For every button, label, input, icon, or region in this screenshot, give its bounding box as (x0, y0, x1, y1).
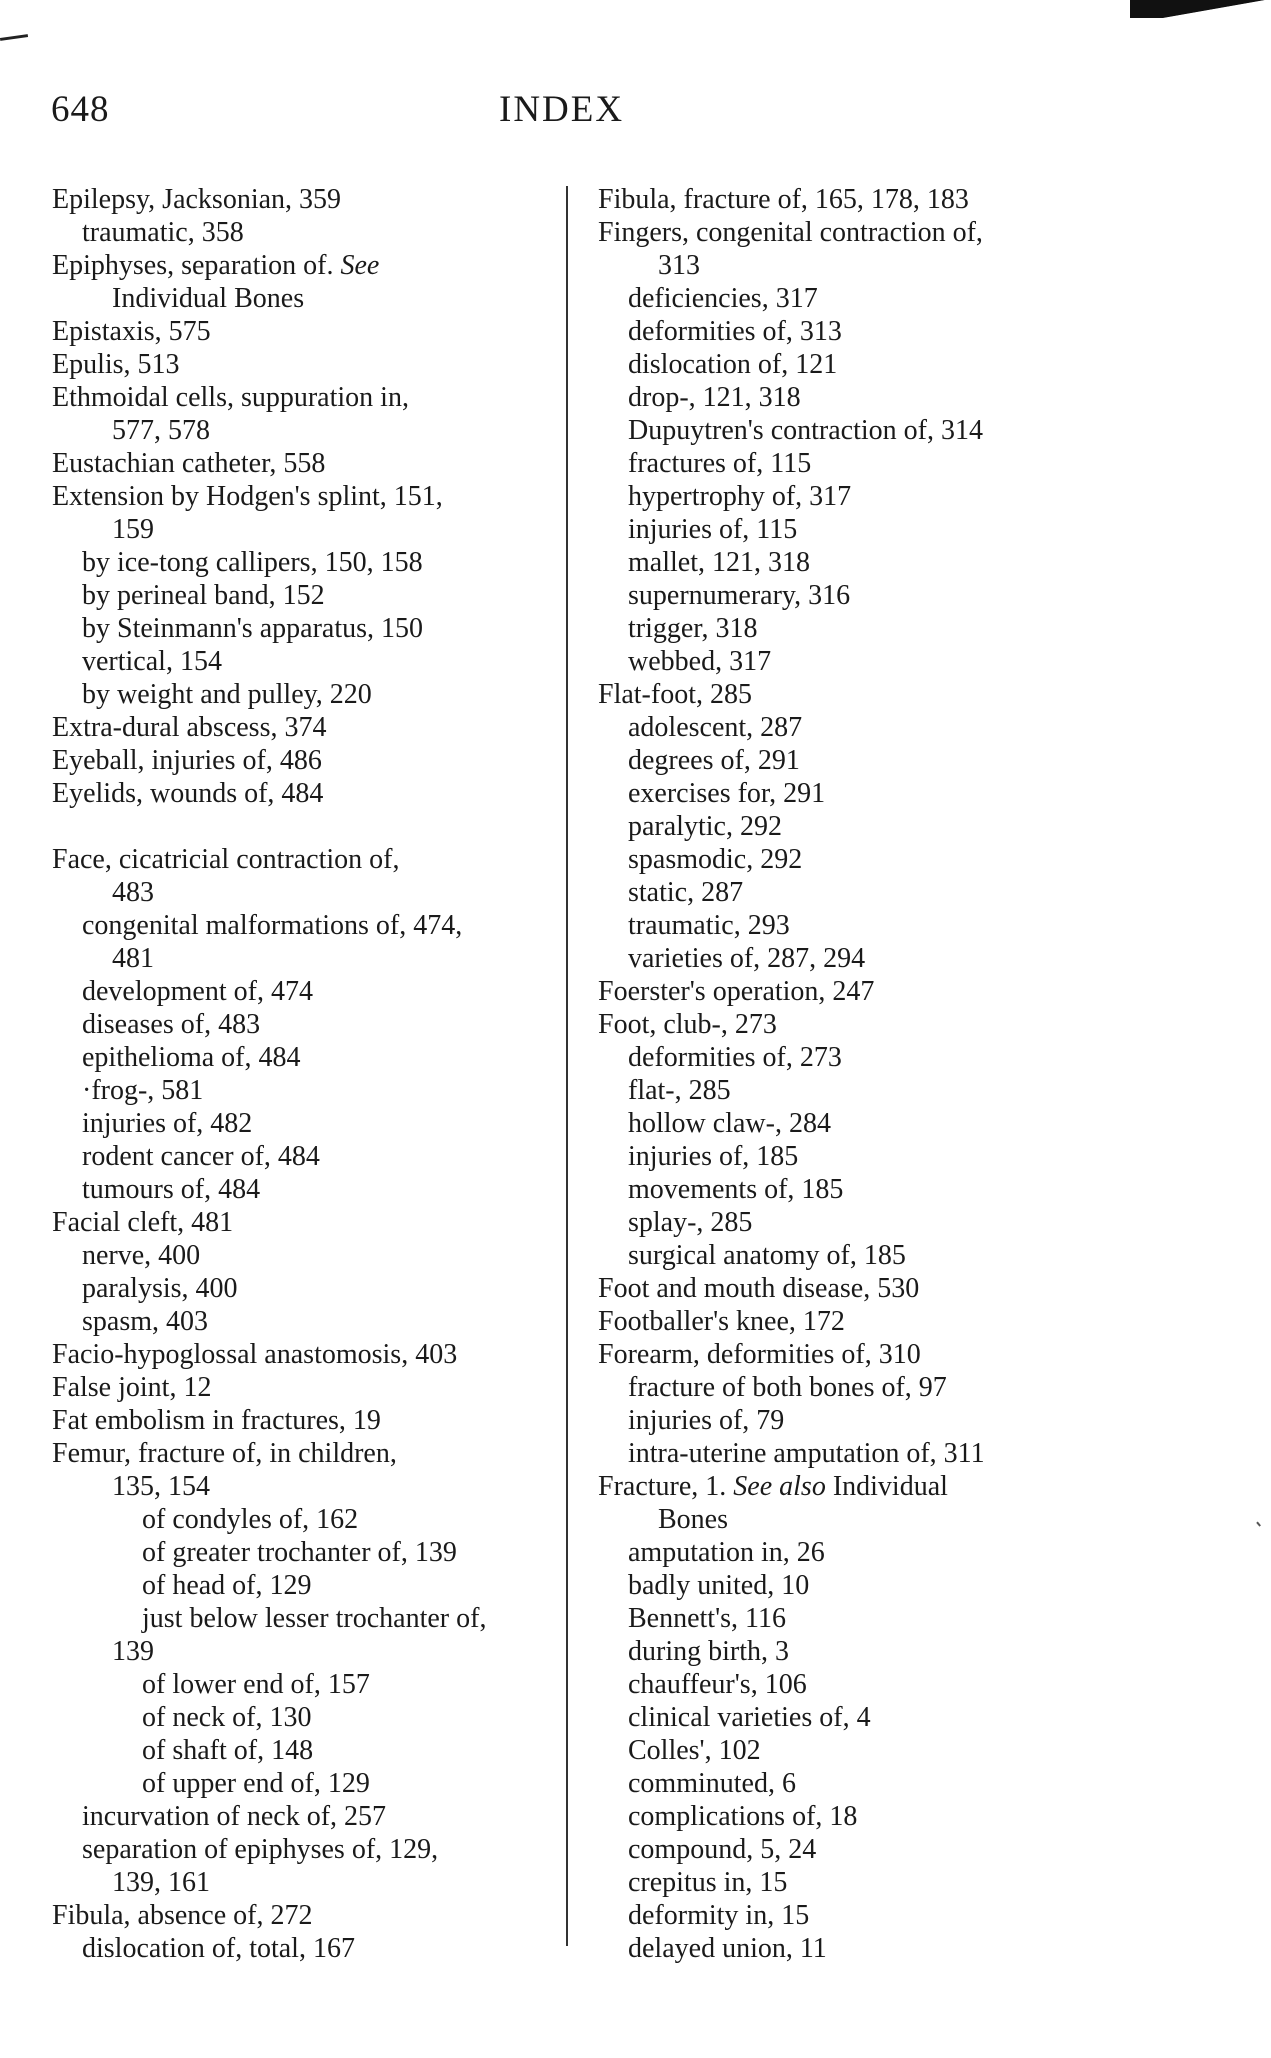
index-entry-text: webbed, 317 (628, 646, 772, 677)
index-entry (598, 678, 1118, 711)
index-entry-text: injuries of, 482 (82, 1108, 253, 1139)
index-entry-text: diseases of, 483 (82, 1009, 261, 1040)
index-entry (52, 513, 557, 546)
index-entry (52, 1866, 557, 1899)
index-entry (52, 1041, 557, 1074)
index-entry (52, 1008, 557, 1041)
index-entry-text: just below lesser trochanter of, (142, 1603, 487, 1634)
index-entry (598, 876, 1118, 909)
index-entry-text: Fibula, fracture of, 165, 178, 183 (598, 184, 969, 215)
index-entry (598, 1833, 1118, 1866)
index-entry (52, 216, 557, 249)
index-entry (598, 414, 1118, 447)
index-entry (52, 1272, 557, 1305)
index-entry-text: of greater trochanter of, 139 (142, 1537, 457, 1568)
index-entry-text: drop-, 121, 318 (628, 382, 801, 413)
index-entry-text: by Steinmann's apparatus, 150 (82, 613, 423, 644)
index-entry (52, 678, 557, 711)
index-entry (52, 579, 557, 612)
index-entry-text: of lower end of, 157 (142, 1669, 370, 1700)
index-entry (598, 447, 1118, 480)
index-gap (52, 810, 557, 843)
index-entry-text: intra-uterine amputation of, 311 (628, 1438, 985, 1469)
index-entry (598, 1866, 1118, 1899)
index-entry (52, 909, 557, 942)
index-entry-text: Facial cleft, 481 (52, 1207, 234, 1238)
index-entry-text: ·frog-, 581 (82, 1075, 204, 1106)
index-entry (598, 216, 1118, 249)
index-entry-text: mallet, 121, 318 (628, 547, 810, 578)
index-entry (598, 546, 1118, 579)
index-entry-text: of neck of, 130 (142, 1702, 312, 1733)
index-entry-text: Fat embolism in fractures, 19 (52, 1405, 381, 1436)
index-entry (598, 1701, 1118, 1734)
index-entry-text: comminuted, 6 (628, 1768, 796, 1799)
index-entry (52, 645, 557, 678)
index-entry-text: Femur, fracture of, in children, (52, 1438, 397, 1469)
index-entry (598, 579, 1118, 612)
index-entry (52, 1569, 557, 1602)
index-column-left (52, 183, 557, 1965)
index-entry (52, 249, 557, 282)
index-column-right (598, 183, 1118, 1965)
index-entry (598, 777, 1118, 810)
index-entry-text: Foot and mouth disease, 530 (598, 1273, 920, 1304)
index-entry-text: Foerster's operation, 247 (598, 976, 875, 1007)
index-entry (52, 876, 557, 909)
index-entry-text: 139, 161 (112, 1867, 210, 1898)
index-entry (598, 513, 1118, 546)
index-entry (598, 744, 1118, 777)
index-entry (52, 1602, 557, 1635)
index-entry-text: supernumerary, 316 (628, 580, 851, 611)
index-entry-text: amputation in, 26 (628, 1537, 825, 1568)
index-entry-text: Eyeball, injuries of, 486 (52, 745, 322, 776)
index-entry-text: incurvation of neck of, 257 (82, 1801, 387, 1832)
index-entry (598, 1074, 1118, 1107)
column-divider (566, 186, 568, 1946)
index-entry-text: deformities of, 313 (628, 316, 842, 347)
index-entry (598, 1008, 1118, 1041)
index-entry (598, 381, 1118, 414)
index-entry-text: by ice-tong callipers, 150, 158 (82, 547, 423, 578)
index-entry-text: Footballer's knee, 172 (598, 1306, 845, 1337)
index-entry-text: clinical varieties of, 4 (628, 1702, 871, 1733)
index-entry (598, 348, 1118, 381)
index-entry-text: static, 287 (628, 877, 744, 908)
index-entry (52, 1932, 557, 1965)
index-entry-text: Epiphyses, separation of. (52, 250, 334, 281)
index-entry-text: development of, 474 (82, 976, 313, 1007)
index-entry (52, 612, 557, 645)
index-entry (52, 1536, 557, 1569)
index-entry (52, 447, 557, 480)
index-entry-text: False joint, 12 (52, 1372, 212, 1403)
index-entry-text: deformities of, 273 (628, 1042, 842, 1073)
index-entry (598, 1800, 1118, 1833)
index-entry-text: Eyelids, wounds of, 484 (52, 778, 324, 809)
index-entry-text: compound, 5, 24 (628, 1834, 817, 1865)
index-entry-text: separation of epiphyses of, 129, (82, 1834, 439, 1865)
index-entry-text: injuries of, 115 (628, 514, 798, 545)
index-entry-text: hypertrophy of, 317 (628, 481, 852, 512)
index-entry (52, 843, 557, 876)
index-entry (52, 1239, 557, 1272)
index-entry-text: deformity in, 15 (628, 1900, 810, 1931)
index-entry-text: chauffeur's, 106 (628, 1669, 807, 1700)
index-entry-text: Bennett's, 116 (628, 1603, 786, 1634)
index-entry (52, 546, 557, 579)
index-entry (52, 381, 557, 414)
index-entry (598, 645, 1118, 678)
index-entry (52, 1899, 557, 1932)
index-entry (598, 315, 1118, 348)
index-entry (52, 711, 557, 744)
index-entry (598, 1272, 1118, 1305)
index-entry-text: Facio-hypoglossal anastomosis, 403 (52, 1339, 458, 1370)
index-entry-text: fractures of, 115 (628, 448, 812, 479)
index-entry (52, 1140, 557, 1173)
index-entry (598, 1239, 1118, 1272)
index-entry (52, 282, 557, 315)
index-entry (52, 1107, 557, 1140)
index-entry-text: spasmodic, 292 (628, 844, 803, 875)
index-entry-text: spasm, 403 (82, 1306, 208, 1337)
index-entry-text: 135, 154 (112, 1471, 210, 1502)
index-entry (52, 1833, 557, 1866)
index-entry (598, 183, 1118, 216)
index-entry (598, 711, 1118, 744)
index-entry-text: 483 (112, 877, 154, 908)
index-entry-text: deficiencies, 317 (628, 283, 818, 314)
index-entry-text: movements of, 185 (628, 1174, 844, 1205)
index-entry (598, 1899, 1118, 1932)
index-entry (598, 1173, 1118, 1206)
index-entry (598, 249, 1118, 282)
index-entry-text: flat-, 285 (628, 1075, 731, 1106)
index-entry (52, 1437, 557, 1470)
index-entry-text: Colles', 102 (628, 1735, 761, 1766)
index-entry (598, 1437, 1118, 1470)
index-entry-text: Ethmoidal cells, suppuration in, (52, 382, 409, 413)
index-entry-text: Bones (658, 1504, 728, 1535)
index-entry (598, 282, 1118, 315)
index-entry-text: 577, 578 (112, 415, 210, 446)
stray-mark (1256, 1518, 1265, 1526)
index-entry-text: Face, cicatricial contraction of, (52, 844, 400, 875)
index-entry-text: trigger, 318 (628, 613, 758, 644)
index-entry (598, 1536, 1118, 1569)
index-entry-text: hollow claw-, 284 (628, 1108, 831, 1139)
index-entry (598, 1206, 1118, 1239)
index-entry (52, 1371, 557, 1404)
index-entry (52, 1338, 557, 1371)
index-entry (52, 315, 557, 348)
index-entry-text: nerve, 400 (82, 1240, 201, 1271)
index-entry-text: Individual Bones (112, 283, 305, 314)
scan-mark-left (0, 34, 28, 41)
index-entry (52, 1767, 557, 1800)
index-entry (598, 1602, 1118, 1635)
index-entry (52, 1305, 557, 1338)
index-entry-text: exercises for, 291 (628, 778, 826, 809)
index-entry-text: congenital malformations of, 474, (82, 910, 463, 941)
page-title: INDEX (499, 89, 625, 130)
index-entry-text: Foot, club-, 273 (598, 1009, 777, 1040)
index-entry-text: delayed union, 11 (628, 1933, 827, 1964)
see-reference-target: Individual (832, 1471, 948, 1502)
index-entry (52, 1668, 557, 1701)
index-entry (52, 348, 557, 381)
scan-mark-right (1130, 0, 1271, 18)
index-entry-text: Extension by Hodgen's splint, 151, (52, 481, 443, 512)
index-entry-text: fracture of both bones of, 97 (628, 1372, 947, 1403)
index-entry-text: 159 (112, 514, 154, 545)
index-entry (598, 975, 1118, 1008)
index-entry-text: 139 (112, 1636, 154, 1667)
index-entry-text: injuries of, 185 (628, 1141, 799, 1172)
index-entry (598, 1668, 1118, 1701)
index-entry-text: tumours of, 484 (82, 1174, 261, 1205)
index-entry-text: adolescent, 287 (628, 712, 803, 743)
index-entry-text: splay-, 285 (628, 1207, 753, 1238)
index-entry (598, 1734, 1118, 1767)
index-entry (52, 1173, 557, 1206)
index-entry (52, 414, 557, 447)
index-entry-text: paralytic, 292 (628, 811, 782, 842)
index-entry-text: of condyles of, 162 (142, 1504, 359, 1535)
index-entry (598, 1107, 1118, 1140)
index-entry (52, 1206, 557, 1239)
index-entry (52, 1734, 557, 1767)
index-entry (52, 1635, 557, 1668)
index-entry-text: during birth, 3 (628, 1636, 789, 1667)
index-entry-text: 313 (658, 250, 700, 281)
index-entry-text: of head of, 129 (142, 1570, 312, 1601)
index-entry-text: 481 (112, 943, 154, 974)
index-entry-text: Eustachian catheter, 558 (52, 448, 326, 479)
index-entry (52, 975, 557, 1008)
index-entry-text: Epilepsy, Jacksonian, 359 (52, 184, 342, 215)
index-entry (52, 777, 557, 810)
index-entry (598, 1041, 1118, 1074)
index-entry-text: crepitus in, 15 (628, 1867, 788, 1898)
index-entry-text: injuries of, 79 (628, 1405, 785, 1436)
index-entry-text: dislocation of, total, 167 (82, 1933, 355, 1964)
index-entry (52, 1800, 557, 1833)
index-entry-text: by weight and pulley, 220 (82, 679, 372, 710)
index-entry (598, 942, 1118, 975)
index-entry (598, 843, 1118, 876)
index-entry-text: badly united, 10 (628, 1570, 810, 1601)
index-entry (598, 1932, 1118, 1965)
index-entry (598, 1503, 1118, 1536)
index-entry (598, 909, 1118, 942)
index-entry-text: traumatic, 293 (628, 910, 790, 941)
index-entry-text: Fingers, congenital contraction of, (598, 217, 983, 248)
index-entry-text: varieties of, 287, 294 (628, 943, 866, 974)
index-entry (52, 942, 557, 975)
index-entry (598, 810, 1118, 843)
index-entry (52, 1470, 557, 1503)
index-entry (52, 1503, 557, 1536)
index-entry (52, 1074, 557, 1107)
index-entry (598, 1767, 1118, 1800)
index-entry-text: rodent cancer of, 484 (82, 1141, 320, 1172)
index-entry-text: vertical, 154 (82, 646, 222, 677)
page-number: 648 (51, 89, 110, 130)
index-entry (52, 1404, 557, 1437)
index-entry-text: by perineal band, 152 (82, 580, 325, 611)
index-entry-text: Fibula, absence of, 272 (52, 1900, 313, 1931)
index-entry-text: Extra-dural abscess, 374 (52, 712, 327, 743)
index-entry-text: traumatic, 358 (82, 217, 244, 248)
index-entry (598, 1140, 1118, 1173)
index-entry (598, 1635, 1118, 1668)
index-entry-text: surgical anatomy of, 185 (628, 1240, 906, 1271)
index-entry (598, 1305, 1118, 1338)
index-entry-text: degrees of, 291 (628, 745, 800, 776)
index-entry (52, 744, 557, 777)
index-entry (598, 1470, 1118, 1503)
index-entry-text: of shaft of, 148 (142, 1735, 314, 1766)
index-entry-text: Dupuytren's contraction of, 314 (628, 415, 983, 446)
index-entry (598, 1569, 1118, 1602)
index-entry (52, 480, 557, 513)
index-entry (598, 480, 1118, 513)
index-entry (598, 1371, 1118, 1404)
index-entry-text: Fracture, 1. (598, 1471, 727, 1502)
index-entry-text: dislocation of, 121 (628, 349, 838, 380)
index-entry-text: of upper end of, 129 (142, 1768, 370, 1799)
see-reference: See also (733, 1471, 826, 1502)
index-entry (598, 1338, 1118, 1371)
index-entry (52, 1701, 557, 1734)
index-entry-text: complications of, 18 (628, 1801, 858, 1832)
index-entry (598, 1404, 1118, 1437)
index-entry-text: epithelioma of, 484 (82, 1042, 301, 1073)
index-entry-text: Flat-foot, 285 (598, 679, 752, 710)
see-reference: See (340, 250, 380, 281)
index-entry (598, 612, 1118, 645)
index-entry-text: Forearm, deformities of, 310 (598, 1339, 921, 1370)
index-entry-text: paralysis, 400 (82, 1273, 238, 1304)
index-entry-text: Epistaxis, 575 (52, 316, 211, 347)
index-entry-text: Epulis, 513 (52, 349, 180, 380)
index-entry (52, 183, 557, 216)
